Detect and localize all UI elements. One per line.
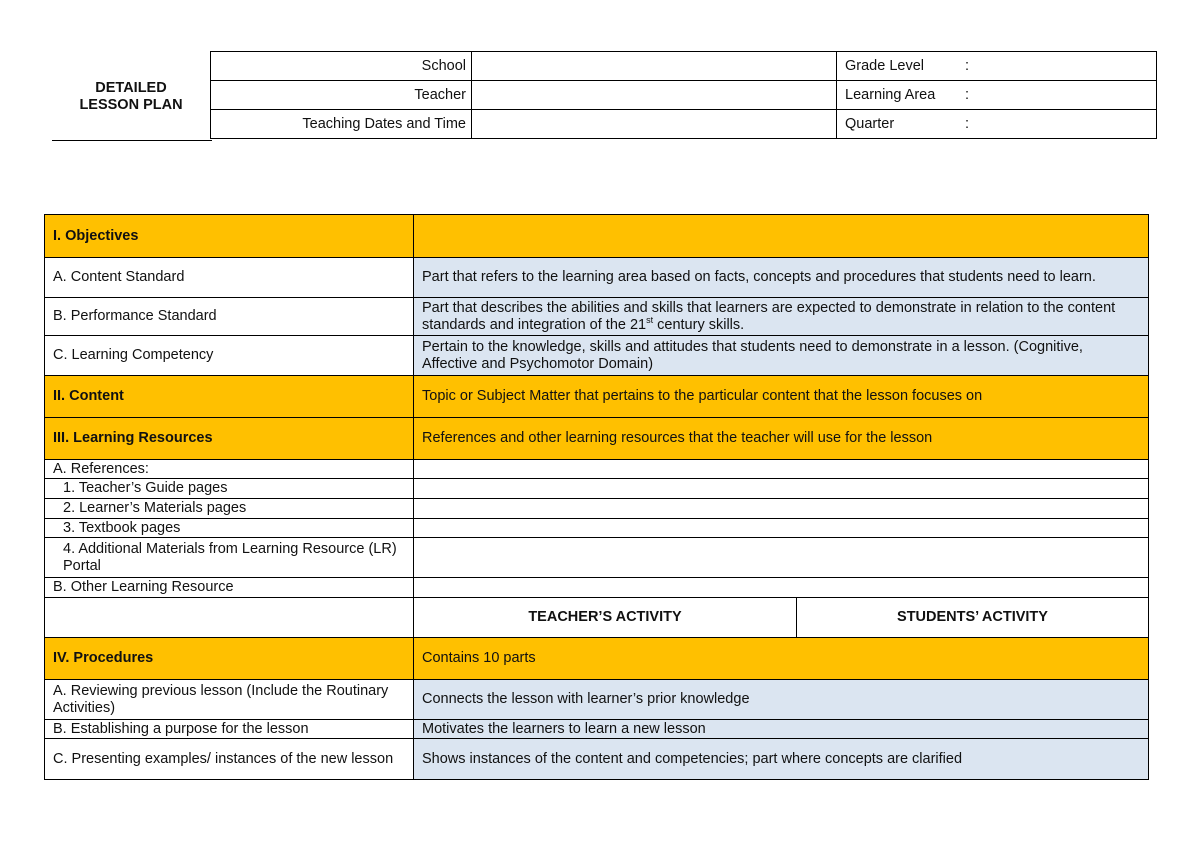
additional-materials-text: 4. Additional Materials from Learning Resource (LR) Portal	[63, 540, 397, 574]
objectives-row	[45, 215, 1149, 258]
resource-item-textbook: 3. Textbook pages	[45, 519, 414, 538]
school-label: School	[211, 52, 472, 81]
resource-item-additional-materials	[45, 538, 414, 578]
references-row	[45, 460, 1149, 479]
dates-label: Teaching Dates and Time	[211, 110, 472, 139]
procedure-label-examples: C. Presenting examples/ instances of the new lesson	[45, 739, 414, 780]
procedure-label-purpose: B. Establishing a purpose for the lesson	[45, 720, 414, 739]
learning-area-colon: :	[965, 87, 970, 103]
objectives-heading: I. Objectives	[45, 215, 414, 258]
resource-item-teachers-guide: 1. Teacher’s Guide pages	[45, 479, 414, 499]
resource-item-row	[45, 519, 1149, 538]
procedure-row	[45, 739, 1149, 780]
school-value[interactable]	[472, 52, 837, 81]
teachers-activity-header: TEACHER’S ACTIVITY	[414, 598, 797, 638]
header-info-table	[210, 51, 1157, 139]
teacher-label: Teacher	[211, 81, 472, 110]
procedures-desc: Contains 10 parts	[414, 638, 1149, 680]
resource-item-value[interactable]	[414, 519, 1149, 538]
resource-item-learners-materials: 2. Learner’s Materials pages	[45, 499, 414, 519]
procedure-row	[45, 680, 1149, 720]
procedures-row	[45, 638, 1149, 680]
grade-level-label: Grade Level	[845, 58, 924, 74]
resource-item-value[interactable]	[414, 479, 1149, 499]
teacher-row	[211, 81, 1157, 110]
learning-area-label: Learning Area	[845, 87, 936, 103]
activity-header-row	[45, 598, 1149, 638]
title-line-1: DETAILED	[95, 79, 167, 96]
resource-item-row	[45, 499, 1149, 519]
other-resource-label: B. Other Learning Resource	[45, 578, 414, 598]
performance-standard-label: B. Performance Standard	[45, 298, 414, 336]
title-underline	[52, 140, 212, 141]
performance-standard-row	[45, 298, 1149, 336]
quarter-colon: :	[965, 116, 970, 132]
references-value[interactable]	[414, 460, 1149, 479]
content-standard-label: A. Content Standard	[45, 258, 414, 298]
procedure-desc-examples: Shows instances of the content and competencies; part where concepts are clarified	[414, 739, 1149, 780]
resource-item-row	[45, 479, 1149, 499]
references-label: A. References:	[45, 460, 414, 479]
learning-competency-desc: Pertain to the knowledge, skills and attitudes that students need to demonstrate in a lesson. (Cognitive, Affective and Psychomotor Domain)	[414, 336, 1149, 376]
procedures-heading: IV. Procedures	[45, 638, 414, 680]
lesson-plan-title	[52, 52, 210, 141]
objectives-desc[interactable]	[414, 215, 1149, 258]
content-heading: II. Content	[45, 376, 414, 418]
teacher-value[interactable]	[472, 81, 837, 110]
procedure-row	[45, 720, 1149, 739]
procedure-label-reviewing: A. Reviewing previous lesson (Include the Routinary Activities)	[45, 680, 414, 720]
resource-item-row	[45, 538, 1149, 578]
performance-standard-desc-sup: st	[646, 314, 654, 325]
content-standard-row	[45, 258, 1149, 298]
other-resource-row	[45, 578, 1149, 598]
learning-resources-desc: References and other learning resources that the teacher will use for the lesson	[414, 418, 1149, 460]
lesson-plan-table	[44, 214, 1149, 780]
content-row	[45, 376, 1149, 418]
students-activity-header: STUDENTS’ ACTIVITY	[797, 598, 1149, 638]
procedure-desc-purpose: Motivates the learners to learn a new lesson	[414, 720, 1149, 739]
procedure-desc-reviewing: Connects the lesson with learner’s prior knowledge	[414, 680, 1149, 720]
activity-header-blank	[45, 598, 414, 638]
resource-item-value[interactable]	[414, 499, 1149, 519]
performance-standard-desc	[414, 298, 1149, 336]
quarter-cell[interactable]	[837, 110, 1157, 139]
learning-resources-heading: III. Learning Resources	[45, 418, 414, 460]
title-line-2: LESSON PLAN	[79, 96, 183, 113]
learning-area-cell[interactable]	[837, 81, 1157, 110]
learning-competency-label: C. Learning Competency	[45, 336, 414, 376]
school-row	[211, 52, 1157, 81]
performance-standard-desc-a: Part that describes the abilities and skills that learners are expected to demonstrate in relation to the content standards and integration of the 21	[422, 299, 1116, 333]
content-standard-desc: Part that refers to the learning area based on facts, concepts and procedures that students need to learn.	[414, 258, 1149, 298]
grade-level-colon: :	[965, 58, 970, 74]
other-resource-value[interactable]	[414, 578, 1149, 598]
grade-level-cell[interactable]	[837, 52, 1157, 81]
dates-value[interactable]	[472, 110, 837, 139]
quarter-label: Quarter	[845, 116, 895, 132]
learning-competency-row	[45, 336, 1149, 376]
performance-standard-desc-b: century skills.	[653, 316, 745, 333]
dates-row	[211, 110, 1157, 139]
content-desc: Topic or Subject Matter that pertains to the particular content that the lesson focuses on	[414, 376, 1149, 418]
learning-resources-row	[45, 418, 1149, 460]
resource-item-value[interactable]	[414, 538, 1149, 578]
